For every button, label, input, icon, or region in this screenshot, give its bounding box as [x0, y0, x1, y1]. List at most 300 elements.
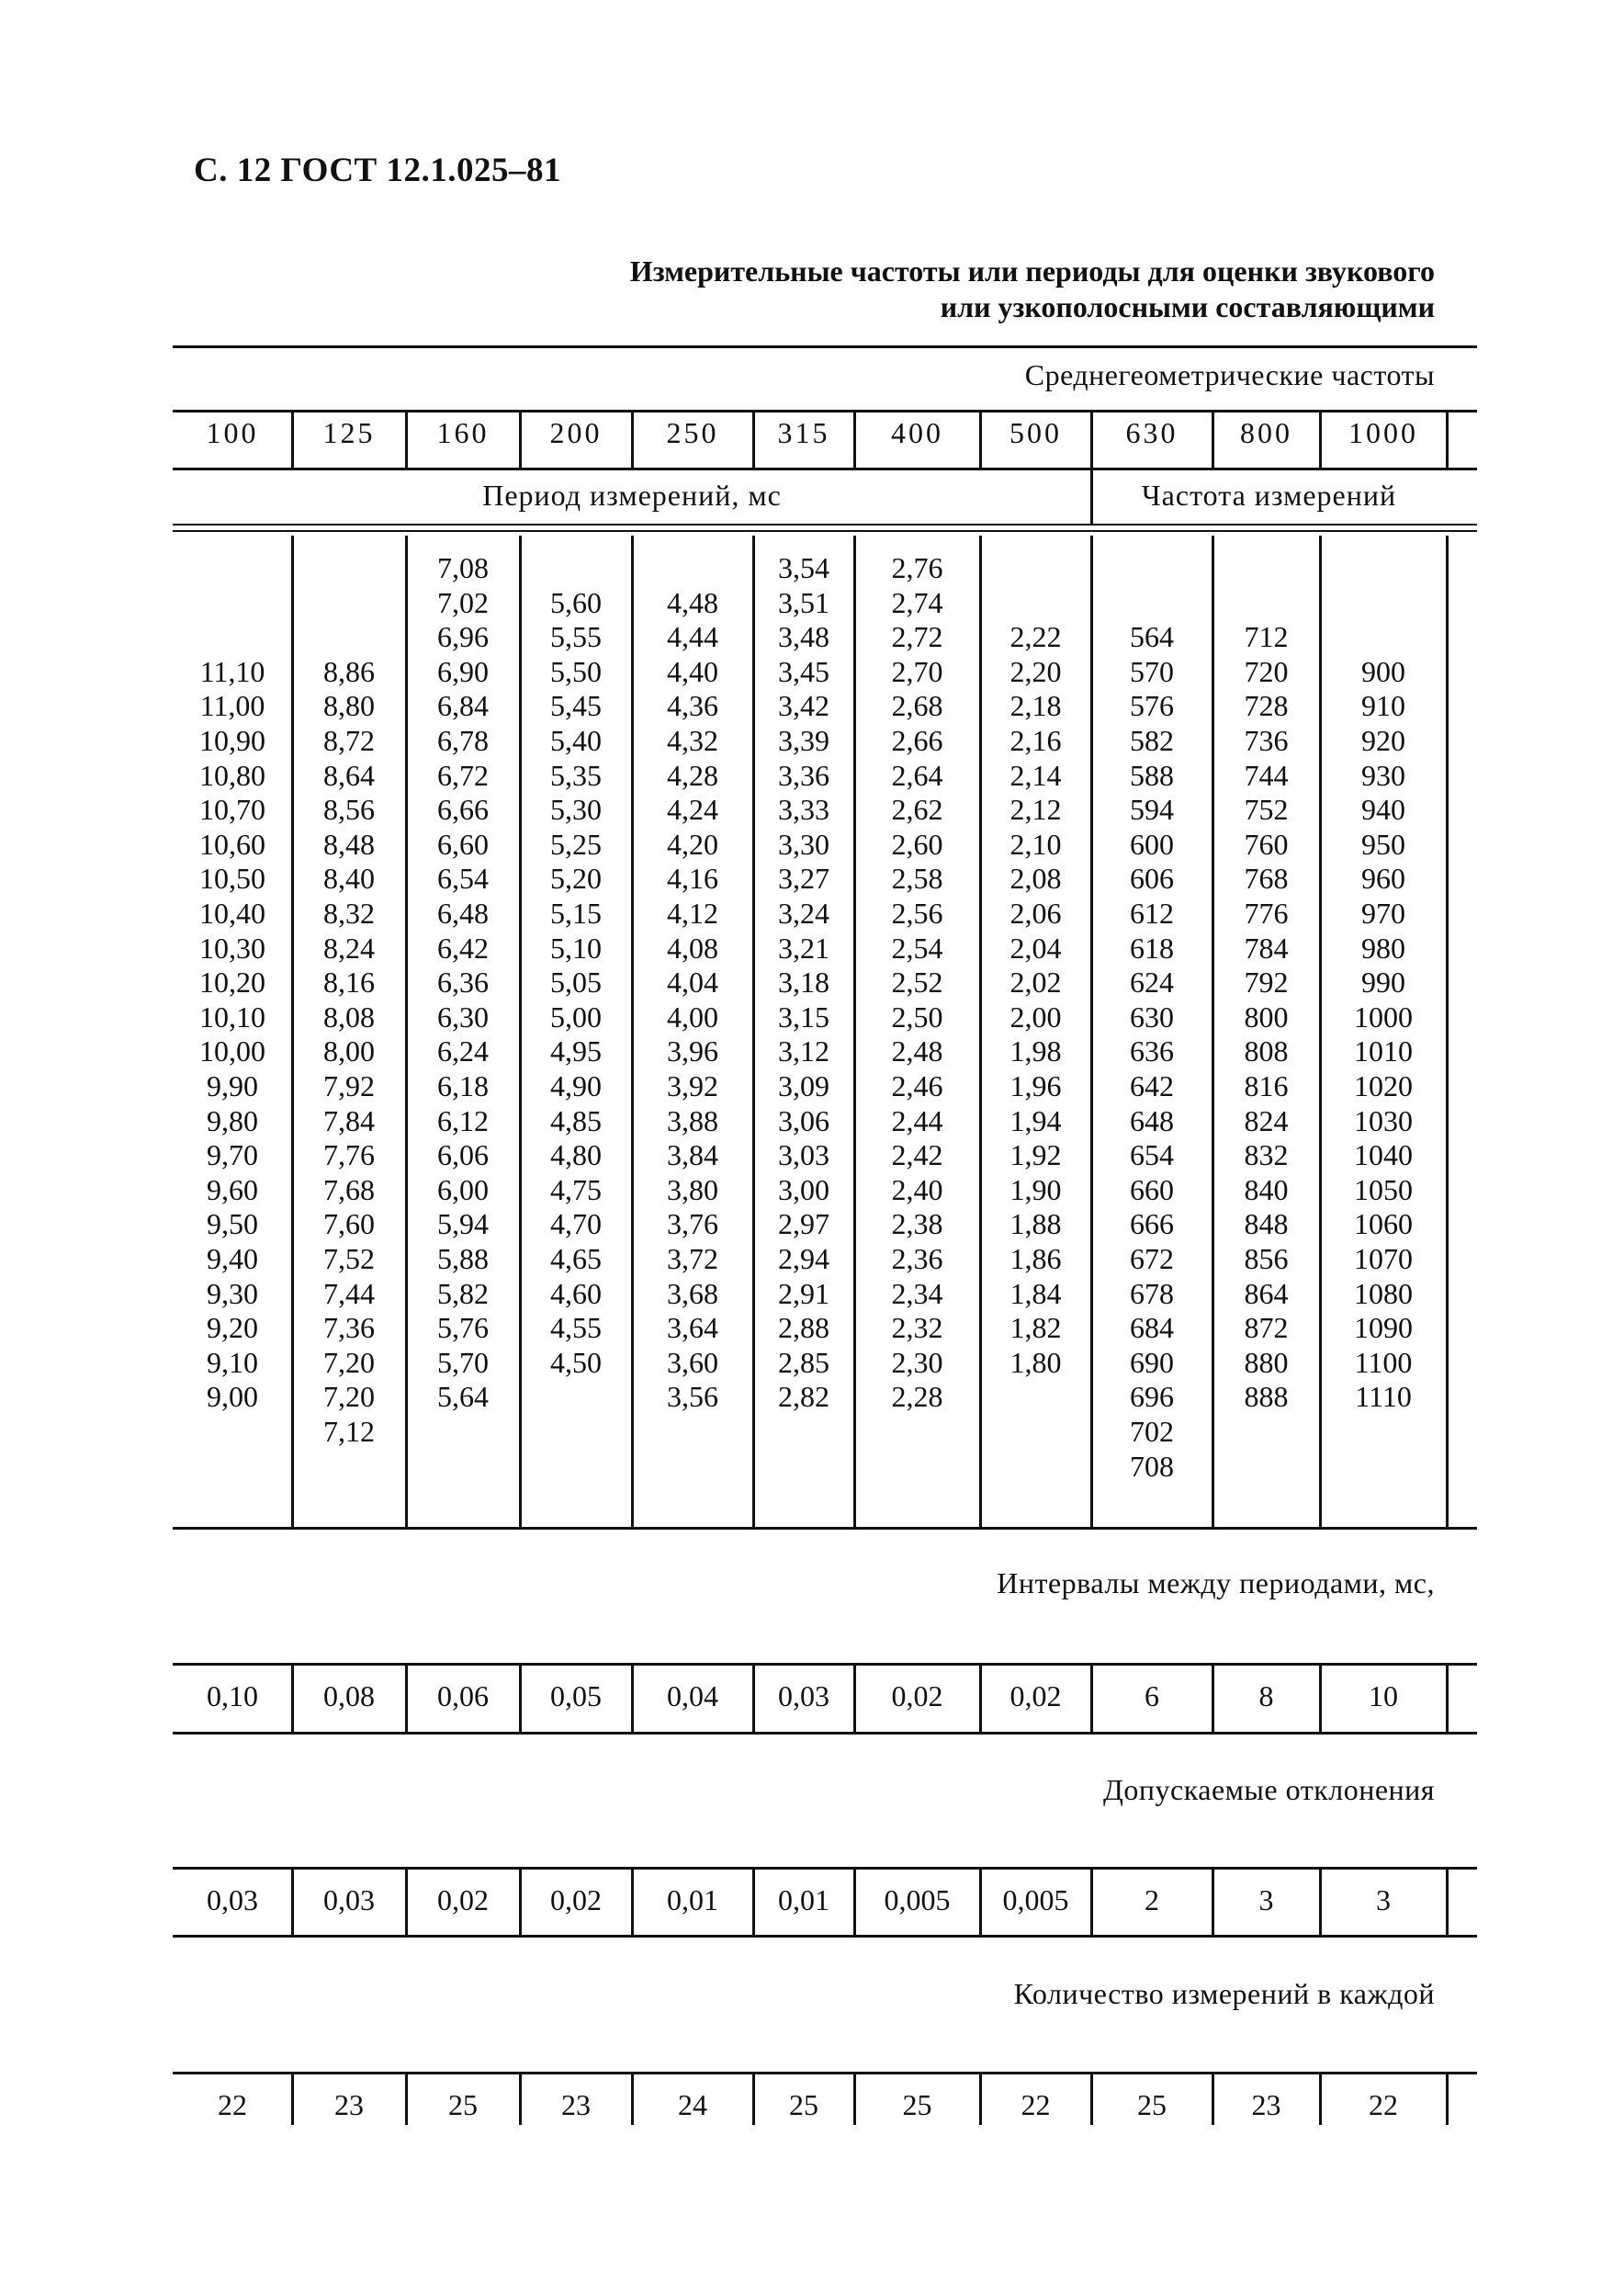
section-value-cell: 25: [789, 2088, 818, 2121]
table-cell: 612: [1130, 897, 1174, 930]
table-cell: 2,32: [891, 1311, 943, 1345]
table-cell: 768: [1244, 862, 1289, 896]
table-cell: 2,62: [891, 793, 943, 827]
section-value-cell: 0,02: [891, 1679, 943, 1712]
table-cell: 2,52: [891, 966, 943, 1000]
section-value-cell: 0,005: [1002, 1883, 1069, 1916]
frequency-header-cell: 125: [322, 416, 376, 449]
table-cell: 2,34: [891, 1276, 943, 1310]
table-cell: 1,80: [1009, 1345, 1062, 1379]
table-cell: 666: [1130, 1207, 1174, 1241]
table-cell: 8,00: [323, 1034, 375, 1068]
table-cell: 6,96: [437, 620, 489, 654]
table-cell: 8,72: [323, 724, 375, 757]
table-cell: 4,44: [667, 620, 718, 654]
section-value-cell: 0,10: [207, 1679, 258, 1712]
table-cell: 1090: [1354, 1311, 1413, 1345]
table-cell: 2,64: [891, 758, 943, 792]
table-cell: 4,65: [550, 1242, 602, 1275]
frequency-column-divider: [752, 410, 755, 468]
table-cell: 792: [1244, 966, 1289, 1000]
section-value-cell: 6: [1145, 1679, 1159, 1712]
table-cell: 1,82: [1009, 1311, 1062, 1345]
section-value-cell: 0,08: [323, 1679, 375, 1712]
table-cell: 3,48: [778, 620, 829, 654]
table-cell: 3,96: [667, 1034, 718, 1068]
table-cell: 702: [1130, 1415, 1174, 1448]
table-cell: 1080: [1354, 1276, 1413, 1310]
section-bottom-rule: [173, 1935, 1477, 1938]
table-cell: 3,36: [778, 758, 829, 792]
table-cell: 1050: [1354, 1172, 1413, 1206]
table-cell: 5,15: [550, 897, 602, 930]
table-cell: 2,54: [891, 931, 943, 965]
table-cell: 800: [1244, 1000, 1289, 1034]
table-cell: 910: [1361, 689, 1405, 723]
table-cell: 3,21: [778, 931, 829, 965]
section-value-cell: 23: [1251, 2088, 1281, 2121]
section-value-cell: 0,02: [1009, 1679, 1062, 1712]
section-value-cell: 0,05: [550, 1679, 602, 1712]
table-cell: 2,94: [778, 1242, 829, 1275]
frequency-column-divider: [1212, 410, 1214, 468]
frequency-header-cell: 400: [891, 416, 943, 449]
table-cell: 3,09: [778, 1069, 829, 1102]
table-cell: 5,70: [437, 1345, 489, 1379]
table-cell: 10,60: [199, 827, 265, 861]
table-cell: 2,20: [1009, 654, 1062, 688]
table-cell: 5,00: [550, 1000, 602, 1034]
frequency-column-divider: [853, 410, 856, 468]
table-cell: 7,20: [323, 1345, 375, 1379]
table-cell: 672: [1130, 1242, 1174, 1275]
frequency-column-divider: [405, 410, 408, 468]
table-cell: 2,12: [1009, 793, 1062, 827]
table-cell: 4,60: [550, 1276, 602, 1310]
table-cell: 582: [1130, 724, 1174, 757]
table-cell: 10,50: [199, 862, 265, 896]
section-value-cell: 0,02: [437, 1883, 489, 1916]
table-cell: 10,00: [199, 1034, 265, 1068]
table-cell: 6,42: [437, 931, 489, 965]
table-cell: 7,08: [437, 551, 489, 584]
section-value-cell: 3: [1258, 1883, 1274, 1916]
table-cell: 5,64: [437, 1380, 489, 1414]
table-cell: 564: [1130, 620, 1174, 654]
table-cell: 2,02: [1009, 966, 1062, 1000]
table-cell: 2,72: [891, 620, 943, 654]
table-cell: 920: [1361, 724, 1405, 757]
table-cell: 9,10: [207, 1345, 258, 1379]
table-cell: 2,76: [891, 551, 943, 584]
table-cell: 4,48: [667, 585, 718, 619]
section-value-cell: 0,03: [207, 1883, 258, 1916]
table-cell: 824: [1244, 1103, 1289, 1137]
table-cell: 1010: [1354, 1034, 1413, 1068]
table-cell: 4,20: [667, 827, 718, 861]
section-value-cell: 2: [1145, 1883, 1159, 1916]
table-cell: 3,42: [778, 689, 829, 723]
table-cell: 8,32: [323, 897, 375, 930]
table-cell: 4,75: [550, 1172, 602, 1206]
table-cell: 6,12: [437, 1103, 489, 1137]
table-cell: 880: [1244, 1345, 1289, 1379]
table-cell: 1110: [1355, 1380, 1412, 1414]
table-cell: 576: [1130, 689, 1174, 723]
table-cell: 8,08: [323, 1000, 375, 1034]
table-cell: 4,80: [550, 1138, 602, 1172]
table-cell: 3,03: [778, 1138, 829, 1172]
table-cell: 4,70: [550, 1207, 602, 1241]
table-cell: 696: [1130, 1380, 1174, 1414]
frequency-header-cell: 160: [436, 416, 490, 449]
table-cell: 4,08: [667, 931, 718, 965]
table-cell: 1,96: [1009, 1069, 1062, 1102]
frequency-header-cell: 500: [1009, 416, 1062, 449]
table-cell: 7,60: [323, 1207, 375, 1241]
table-cell: 7,84: [323, 1103, 375, 1137]
table-cell: 5,10: [550, 931, 602, 965]
section-value-cell: 22: [1021, 2088, 1051, 2121]
table-cell: 2,00: [1009, 1000, 1062, 1034]
table-cell: 684: [1130, 1311, 1174, 1345]
table-cell: 7,36: [323, 1311, 375, 1345]
frequency-header-cell: 1000: [1348, 416, 1418, 449]
table-cell: 8,40: [323, 862, 375, 896]
section-value-cell: 0,04: [667, 1679, 718, 1712]
table-cell: 2,91: [778, 1276, 829, 1310]
frequency-column-divider: [631, 410, 634, 468]
table-cell: 6,72: [437, 758, 489, 792]
table-cell: 2,74: [891, 585, 943, 619]
table-cell: 4,40: [667, 654, 718, 688]
table-cell: 3,12: [778, 1034, 829, 1068]
section-value-cell: 0,03: [323, 1883, 375, 1916]
table-cell: 3,76: [667, 1207, 718, 1241]
table-cell: 3,80: [667, 1172, 718, 1206]
table-cell: 5,60: [550, 585, 602, 619]
frequency-column-divider: [519, 410, 522, 468]
table-cell: 10,30: [199, 931, 265, 965]
table-cell: 760: [1244, 827, 1289, 861]
section-value-cell: 23: [334, 2088, 364, 2121]
section-value-cell: 22: [1369, 2088, 1398, 2121]
table-cell: 11,10: [199, 654, 265, 688]
frequency-header-cell: 315: [777, 416, 830, 449]
table-cell: 9,80: [207, 1103, 258, 1137]
section-label: Допускаемые отклонения: [1103, 1773, 1435, 1806]
table-cell: 2,56: [891, 897, 943, 930]
table-cell: 9,00: [207, 1380, 258, 1414]
table-cell: 7,02: [437, 585, 489, 619]
table-cell: 3,84: [667, 1138, 718, 1172]
page-header: С. 12 ГОСТ 12.1.025–81: [194, 152, 561, 189]
table-cell: 8,24: [323, 931, 375, 965]
table-cell: 2,06: [1009, 897, 1062, 930]
table-cell: 3,39: [778, 724, 829, 757]
section-value-cell: 0,01: [667, 1883, 718, 1916]
frequency-column-divider: [1446, 410, 1449, 468]
frequency-header-cell: 100: [206, 416, 259, 449]
frequency-column-divider: [1319, 410, 1322, 468]
table-cell: 1040: [1354, 1138, 1413, 1172]
table-cell: 2,28: [891, 1380, 943, 1414]
table-cell: 2,82: [778, 1380, 829, 1414]
table-cell: 5,35: [550, 758, 602, 792]
table-cell: 2,44: [891, 1103, 943, 1137]
table-cell: 1,94: [1009, 1103, 1062, 1137]
section-value-cell: 0,06: [437, 1679, 489, 1712]
table-cell: 2,22: [1009, 620, 1062, 654]
table-cell: 1100: [1354, 1345, 1413, 1379]
table-cell: 6,18: [437, 1069, 489, 1102]
table-cell: 9,50: [207, 1207, 258, 1241]
section-value-cell: 25: [448, 2088, 478, 2121]
table-cell: 6,54: [437, 862, 489, 896]
table-cell: 7,76: [323, 1138, 375, 1172]
table-cell: 5,05: [550, 966, 602, 1000]
table-cell: 1,98: [1009, 1034, 1062, 1068]
table-cell: 1,90: [1009, 1172, 1062, 1206]
subhead-divider: [1090, 468, 1093, 525]
table-cell: 4,32: [667, 724, 718, 757]
table-cell: 2,97: [778, 1207, 829, 1241]
table-cell: 1,86: [1009, 1242, 1062, 1275]
table-cell: 2,38: [891, 1207, 943, 1241]
table-cell: 816: [1244, 1069, 1289, 1102]
table-cell: 10,80: [199, 758, 265, 792]
section-value-cell: 8: [1258, 1679, 1274, 1712]
table-cell: 930: [1361, 758, 1405, 792]
table-cell: 600: [1130, 827, 1174, 861]
table-cell: 10,90: [199, 724, 265, 757]
table-cell: 2,66: [891, 724, 943, 757]
table-cell: 3,54: [778, 551, 829, 584]
table-cell: 990: [1361, 966, 1405, 1000]
table-cell: 2,04: [1009, 931, 1062, 965]
table-cell: 708: [1130, 1449, 1174, 1483]
table-cell: 5,94: [437, 1207, 489, 1241]
table-cell: 3,60: [667, 1345, 718, 1379]
table-cell: 5,25: [550, 827, 602, 861]
table-cell: 5,82: [437, 1276, 489, 1310]
table-cell: 2,10: [1009, 827, 1062, 861]
table-cell: 4,04: [667, 966, 718, 1000]
frequency-subhead: Частота измерений: [1141, 479, 1397, 512]
table-cell: 2,30: [891, 1345, 943, 1379]
table-cell: 3,27: [778, 862, 829, 896]
table-cell: 3,68: [667, 1276, 718, 1310]
frequency-header-cell: 200: [549, 416, 603, 449]
table-cell: 2,58: [891, 862, 943, 896]
table-cell: 8,80: [323, 689, 375, 723]
table-cell: 2,85: [778, 1345, 829, 1379]
table-cell: 3,56: [667, 1380, 718, 1414]
table-cell: 6,78: [437, 724, 489, 757]
section-value-cell: 0,03: [778, 1679, 829, 1712]
table-cell: 960: [1361, 862, 1405, 896]
table-cell: 8,16: [323, 966, 375, 1000]
frequency-header-cell: 800: [1240, 416, 1292, 449]
table-cell: 1060: [1354, 1207, 1413, 1241]
table-cell: 4,55: [550, 1311, 602, 1345]
table-cell: 4,95: [550, 1034, 602, 1068]
table-cell: 2,14: [1009, 758, 1062, 792]
table-cell: 864: [1244, 1276, 1289, 1310]
table-cell: 728: [1244, 689, 1289, 723]
table-cell: 2,88: [778, 1311, 829, 1345]
table-cell: 848: [1244, 1207, 1289, 1241]
table-cell: 10,70: [199, 793, 265, 827]
table-cell: 588: [1130, 758, 1174, 792]
frequency-header-cell: 250: [666, 416, 719, 449]
table-cell: 4,85: [550, 1103, 602, 1137]
section-value-cell: 23: [561, 2088, 591, 2121]
section-value-cell: 3: [1376, 1883, 1391, 1916]
table-cell: 11,00: [199, 689, 265, 723]
section-value-cell: 25: [902, 2088, 932, 2121]
table-top-rule: [173, 345, 1477, 348]
frequency-row-bottom-rule: [173, 468, 1477, 470]
table-cell: 888: [1244, 1380, 1289, 1414]
frequency-header: Среднегеометрические частоты: [1024, 358, 1435, 391]
section-label: Интервалы между периодами, мс,: [997, 1566, 1435, 1599]
table-cell: 678: [1130, 1276, 1174, 1310]
table-cell: 1030: [1354, 1103, 1413, 1137]
table-cell: 6,06: [437, 1138, 489, 1172]
table-cell: 3,30: [778, 827, 829, 861]
table-cell: 9,30: [207, 1276, 258, 1310]
table-cell: 1,92: [1009, 1138, 1062, 1172]
table-cell: 8,86: [323, 654, 375, 688]
table-cell: 736: [1244, 724, 1289, 757]
table-cell: 2,50: [891, 1000, 943, 1034]
table-cell: 1070: [1354, 1242, 1413, 1275]
table-cell: 7,52: [323, 1242, 375, 1275]
table-cell: 9,20: [207, 1311, 258, 1345]
subhead-bottom-rule-2: [173, 530, 1477, 532]
subhead-bottom-rule-1: [173, 524, 1477, 525]
section-value-cell: 22: [218, 2088, 247, 2121]
table-cell: 2,18: [1009, 689, 1062, 723]
table-cell: 642: [1130, 1069, 1174, 1102]
table-cell: 3,06: [778, 1103, 829, 1137]
table-cell: 980: [1361, 931, 1405, 965]
table-body-bottom-rule: [173, 1527, 1477, 1530]
table-cell: 630: [1130, 1000, 1174, 1034]
table-cell: 4,12: [667, 897, 718, 930]
table-cell: 2,68: [891, 689, 943, 723]
table-cell: 6,24: [437, 1034, 489, 1068]
table-cell: 570: [1130, 654, 1174, 688]
table-cell: 7,92: [323, 1069, 375, 1102]
table-cell: 4,16: [667, 862, 718, 896]
table-cell: 3,51: [778, 585, 829, 619]
table-cell: 1,84: [1009, 1276, 1062, 1310]
table-cell: 4,90: [550, 1069, 602, 1102]
section-value-cell: 24: [678, 2088, 707, 2121]
table-cell: 9,40: [207, 1242, 258, 1275]
table-cell: 6,00: [437, 1172, 489, 1206]
table-cell: 2,42: [891, 1138, 943, 1172]
table-cell: 5,30: [550, 793, 602, 827]
table-cell: 5,50: [550, 654, 602, 688]
table-cell: 872: [1244, 1311, 1289, 1345]
table-cell: 4,00: [667, 1000, 718, 1034]
table-cell: 648: [1130, 1103, 1174, 1137]
table-cell: 856: [1244, 1242, 1289, 1275]
table-cell: 3,18: [778, 966, 829, 1000]
table-cell: 2,36: [891, 1242, 943, 1275]
table-cell: 6,60: [437, 827, 489, 861]
table-cell: 6,48: [437, 897, 489, 930]
table-cell: 10,40: [199, 897, 265, 930]
table-cell: 594: [1130, 793, 1174, 827]
section-top-rule: [173, 2072, 1477, 2074]
table-cell: 720: [1244, 654, 1289, 688]
table-cell: 2,40: [891, 1172, 943, 1206]
table-cell: 3,33: [778, 793, 829, 827]
table-cell: 832: [1244, 1138, 1289, 1172]
table-cell: 776: [1244, 897, 1289, 930]
table-cell: 3,88: [667, 1103, 718, 1137]
table-cell: 4,24: [667, 793, 718, 827]
table-cell: 3,92: [667, 1069, 718, 1102]
table-cell: 660: [1130, 1172, 1174, 1206]
table-cell: 950: [1361, 827, 1405, 861]
table-cell: 10,10: [199, 1000, 265, 1034]
table-cell: 624: [1130, 966, 1174, 1000]
table-cell: 6,36: [437, 966, 489, 1000]
table-cell: 2,08: [1009, 862, 1062, 896]
table-cell: 970: [1361, 897, 1405, 930]
table-cell: 5,40: [550, 724, 602, 757]
table-cell: 6,84: [437, 689, 489, 723]
section-label: Количество измерений в каждой: [1013, 1977, 1435, 2010]
table-cell: 784: [1244, 931, 1289, 965]
section-value-cell: 0,02: [550, 1883, 602, 1916]
table-cell: 808: [1244, 1034, 1289, 1068]
table-cell: 3,64: [667, 1311, 718, 1345]
table-cell: 3,15: [778, 1000, 829, 1034]
section-value-cell: 25: [1137, 2088, 1167, 2121]
frequency-column-divider: [1090, 410, 1093, 468]
frequency-row-top-rule: [173, 410, 1477, 412]
table-cell: 6,30: [437, 1000, 489, 1034]
frequency-column-divider: [979, 410, 982, 468]
section-top-rule: [173, 1867, 1477, 1870]
table-cell: 7,20: [323, 1380, 375, 1414]
table-cell: 8,64: [323, 758, 375, 792]
table-cell: 7,12: [323, 1415, 375, 1448]
table-cell: 618: [1130, 931, 1174, 965]
table-cell: 5,76: [437, 1311, 489, 1345]
table-cell: 2,46: [891, 1069, 943, 1102]
table-cell: 9,70: [207, 1138, 258, 1172]
table-cell: 1000: [1354, 1000, 1413, 1034]
table-cell: 9,60: [207, 1172, 258, 1206]
table-cell: 3,24: [778, 897, 829, 930]
section-value-cell: 0,005: [884, 1883, 951, 1916]
table-cell: 3,72: [667, 1242, 718, 1275]
table-cell: 8,48: [323, 827, 375, 861]
section-bottom-rule: [173, 1732, 1477, 1735]
table-title-line-2: или узкополосными составляющими: [940, 290, 1435, 323]
table-cell: 5,45: [550, 689, 602, 723]
table-cell: 4,50: [550, 1345, 602, 1379]
table-cell: 840: [1244, 1172, 1289, 1206]
table-cell: 752: [1244, 793, 1289, 827]
